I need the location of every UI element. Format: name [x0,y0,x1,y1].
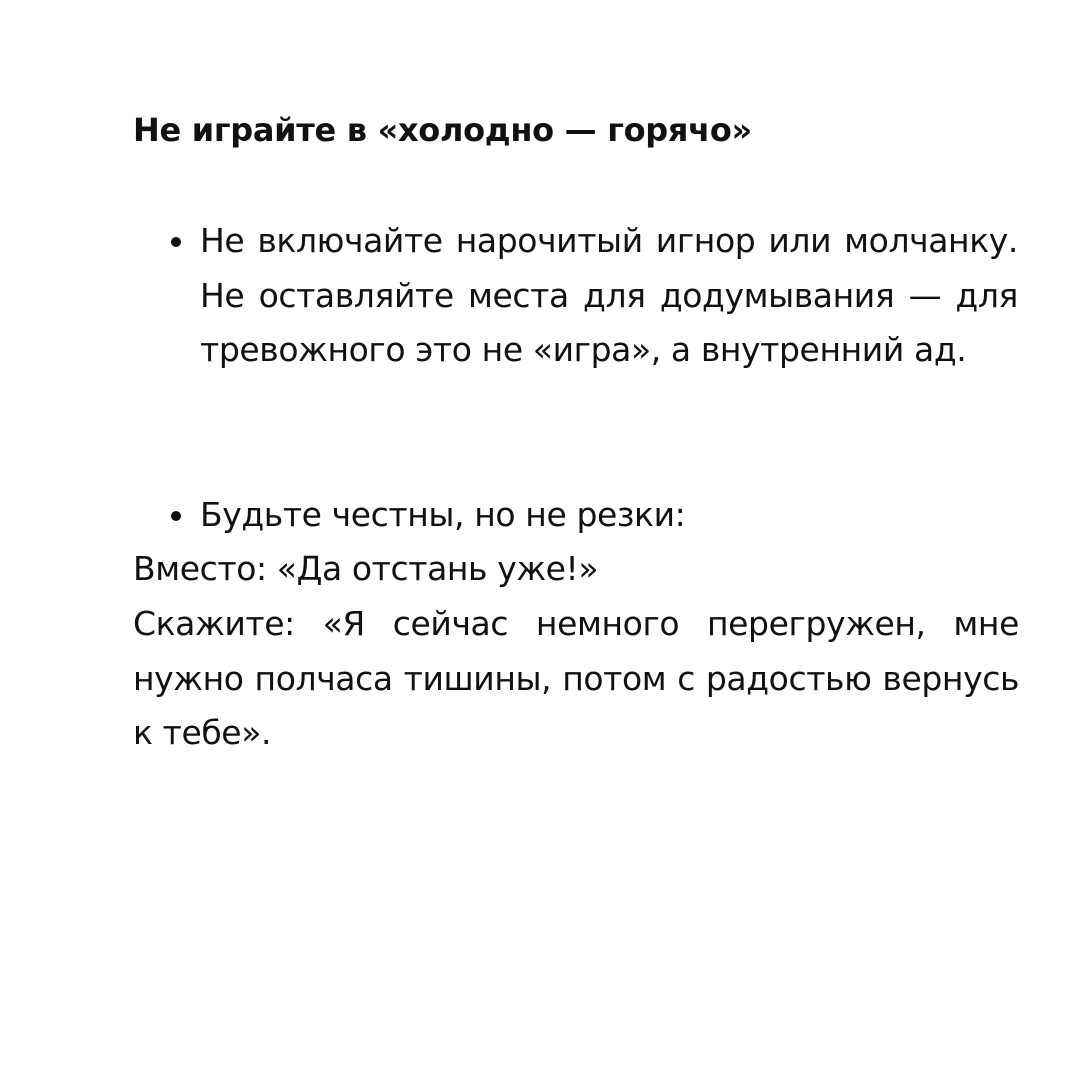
example-say: Скажите: «Я сейчас немного перегружен, мне нужно полчаса тишины, потом с радостью вернусь к тебе». [133,604,1019,752]
example-instead: Вместо: «Да отстань уже!» [133,549,599,588]
bullet-text: Будьте честны, но не резки: [200,495,686,534]
bullet-dot-icon [160,214,200,268]
bullet-item-silence [160,214,1018,378]
bullet-text: Не включайте нарочитый игнор или молчанку. Не оставляйте места для додумывания — для тревожного это не «игра», а внутренний ад. [200,221,1018,369]
bullet-item-honesty [160,488,1018,543]
slide-title: Не играйте в «холодно — горячо» [133,111,752,149]
bullet-dot-icon [160,488,200,542]
